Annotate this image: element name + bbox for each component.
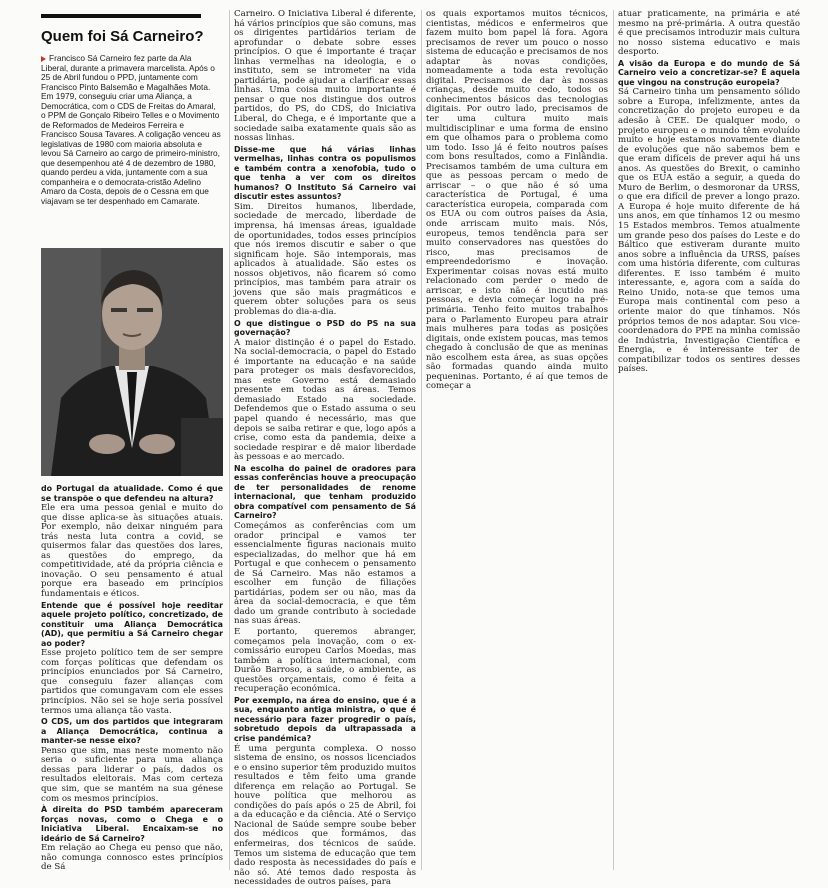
column-divider [421, 10, 422, 870]
article-column-1 [41, 484, 223, 873]
answer-paragraph: Esse projeto político tem de ser sempre com forças políticas que defendam os princípios enunciados por Sá Carneiro, que conseguiu fazer alianças com partidos que comungavam com ele esses princípios. Não sei se hoje seria possível termos uma aliança tão vasta. [41, 648, 223, 716]
answer-paragraph: É uma pergunta complexa. O nosso sistema de ensino, os nossos licenciados e o ensino superior têm produzido muitos resultados e têm feito uma grande diferença em relação ao Portugal. Se houve política que melhorou as condições do país após o 25 de Abril, foi a da educação e da ciência. Até o Serviço Nacional de Saúde sempre soube beber dos médicos que formámos, das enfermeiras, dos técnicos de saúde. Temos um sistema de educação que tem dado resposta às necessidades do país e não só. Até temos dado resposta às necessidades de outros países, para [234, 743, 416, 888]
portrait-illustration [41, 248, 223, 476]
box-text: Francisco Sá Carneiro fez parte da Ala Liberal, durante a primavera marcelista. Após o 25 de Abril fundou o PPD, juntamente com Francisco Pinto Balsemão e Magalhães Mota. Em 1979, conseguiu criar uma Aliança, a Democrática, com o CDS de Freitas do Amaral, o PPM de Gonçalo Ribeiro Telles e o Movimento de Reformados de Medeiros Ferreira e Francisco Sousa Tavares. A coligação venceu as legislativas de 1980 com maioria absoluta e levou Sá Carneiro ao cargo de primeiro-ministro, que desempenhou até 4 de dezembro de 1980, quando perdeu a vida, juntamente com a sua companheira e o democrata-cristão Adelino Amaro da Costa, depois de o Cessna em que viajavam se ter despenhado em Camarate. [41, 53, 221, 206]
question-paragraph: Por exemplo, na área do ensino, que é a sua, enquanto antiga ministra, o que é necessário para fazer progredir o país, sobretudo depois da ultrapassada a crise pandémica? [234, 695, 416, 744]
triangle-bullet-icon [41, 56, 46, 62]
answer-paragraph: A maior distinção é o papel do Estado. Na social-democracia, o papel do Estado é importante na educação e na saúde para proteger os mais desfavorecidos, mas este Governo está demasiado presente em todas as áreas. Temos demasiado Estado na sociedade. Defendemos que o Estado assuma o seu papel quando é necessário, mas que depois se saiba retirar e que, logo após a crise, como esta da pandemia, deixe a sociedade respirar e dê maior liberdade às pessoas e ao mercado. [234, 337, 416, 463]
article-column-2 [234, 9, 416, 888]
article-column-3 [426, 10, 608, 390]
answer-paragraph: Em relação ao Chega eu penso que não, não comunga connosco estes princípios de Sá [41, 843, 223, 873]
article-column-4 [618, 10, 800, 390]
answer-paragraph: Começámos as conferências com um orador principal e vamos ter essencialmente figuras nacionais muito especializadas, do melhor que há em Portugal e que conhecem o pensamento de Sá Carneiro. Mas não estamos a escolher em função de filiações partidárias, podem ser ou não, mas da área da social-democracia, e que têm dado um grande contributo à sociedade nas suas áreas. [234, 520, 416, 627]
question-paragraph: A visão da Europa e do mundo de Sá Carneiro veio a concretizar-se? É aquela que vingou na construção europeia? [618, 58, 800, 87]
box-text-paragraph [41, 54, 221, 206]
column-divider [613, 10, 614, 870]
question-paragraph: O que distingue o PSD do PS na sua governação? [234, 318, 416, 338]
answer-paragraph: Sá Carneiro tinha um pensamento sólido sobre a Europa, infelizmente, antes da concretização do projeto europeu e da adesão à CEE. De qualquer modo, o projeto europeu e o mundo têm evoluído muito e hoje estamos novamente diante de evoluções que não sabemos bem e que eram difíceis de prever aqui há uns anos. As questões do Brexit, o caminho que os EUA estão a seguir, a queda do Muro de Berlim, o desmoronar da URSS, o que era difícil de prever a longo prazo. A Europa é hoje muito diferente de há uns anos, em que tínhamos 12 ou mesmo 15 Estados membros. Temos atualmente um grande peso dos países do Leste e do Báltico que estiveram durante muito anos sobre a influência da URSS, países com uma história diferente, com culturas diferentes. E isso também é muito interessante, e, agora com a saída do Reino Unido, nota-se que temos uma Europa mais continental com peso a oriente maior do que tínhamos. Nós próprios temos de nos adaptar. Sou vice-coordenadora do PPE na minha comissão de Indústria, Investigação Científica e Energia, e é interessante ter de compatibilizar todos os sentires desses países. [618, 87, 800, 375]
question-paragraph: do Portugal da atualidade. Como é que se transpõe o que defendeu na altura? [41, 484, 223, 503]
column-divider [229, 10, 230, 870]
answer-paragraph: Penso que sim, mas neste momento não seria o suficiente para uma aliança dessas para liderar o país, dados os resultados eleitorais. Mas com certeza que sim, que se mantém na sua génese com os mesmos princípios. [41, 745, 223, 804]
title-kicker-bar [41, 14, 201, 18]
answer-paragraph: atuar praticamente, na primária e até mesmo na pré-primária. A outra questão é que precisamos introduzir mais cultura no nosso sistema educativo e mais desporto. [618, 9, 800, 58]
answer-paragraph: Sim. Direitos humanos, liberdade, sociedade de mercado, liberdade de imprensa, há imensas áreas, igualdade de oportunidades, todos esses princípios que nós iremos discutir e saber o que significam hoje. São intemporais, mas aplicados à atualidade. São estes os nossos objetivos, não ficarem só como princípios, mas também para atrair os jovens que são mais pragmáticos e querem obter soluções para os seus problemas do dia-a-dia. [234, 201, 416, 317]
portrait-photo [41, 248, 223, 476]
question-paragraph: Entende que é possível hoje reeditar aquele projeto político, concretizado, de constituir uma Aliança Democrática (AD), que permitiu a Sá Carneiro chegar ao poder? [41, 600, 223, 648]
question-paragraph: O CDS, um dos partidos que integraram a Aliança Democrática, continua a manter-se nesse eixo? [41, 717, 223, 746]
question-paragraph: Na escolha do painel de oradores para essas conferências houve a preocupação de ter personalidades de renome internacional, que tenham produzido obra compatível com pensamento de Sá Carneiro? [234, 463, 416, 521]
answer-paragraph: Ele era uma pessoa genial e muito do que disse aplica-se às situações atuais. Por exemplo, não deixar ninguém para trás nesta luta contra a covid, se quisermos falar das questões dos lares, as questões do emprego, da competitividade, até da própria ciência e inovação. O seu pensamento é atual porque era baseado em princípios fundamentais e éticos. [41, 503, 223, 600]
sidebar-box [41, 54, 221, 207]
answer-paragraph: Carneiro. O Iniciativa Liberal é diferente, há vários princípios que são comuns, mas os dirigentes partidários teriam de aprofundar o debate sobre esses princípios. O que é importante é traçar linhas vermelhas na ideologia, e o instituto, sem se intrometer na vida partidária, pode ajudar a clarificar essas linhas. Uma coisa muito importante é pensar o que nos distingue dos outros partidos, do PS, do CDS, do Iniciativa Liberal, do Chega, e é importante que a sociedade saiba exatamente quais são as nossas linhas. [234, 9, 416, 144]
question-paragraph: À direita do PSD também apareceram forças novas, como o Chega e o Iniciativa Liberal. Encaixam-se no ideário de Sá Carneiro? [41, 805, 223, 843]
answer-paragraph: os quais exportamos muitos técnicos, cientistas, médicos e enfermeiros que fazem muito bom papel lá fora. Agora precisamos de rever um pouco o nosso sistema de educação e precisamos de nos adaptar às novas condições, nomeadamente a toda esta revolução digital. Precisamos de dar às nossas crianças, desde muito cedo, todos os conhecimentos básicos das tecnologias digitais. Por outro lado, precisamos de ter uma cultura muito mais multidisciplinar e uma forma de ensino em que olhamos para o problema como um todo. Isso já é feito noutros países com bons resultados, como a Finlândia. Precisamos também de uma cultura em que as pessoas percam o medo de arriscar – o que não é só uma característica de Portugal, é uma característica europeia, comparada com os EUA ou com outros países da Ásia, onde arriscam muito mais. Nós, europeus, temos tendência para ser muito conservadores nas questões do risco, mas precisamos de empreendedorismo e inovação. Experimentar coisas novas está muito relacionado com perder o medo de arriscar, e isto não é incutido nas pessoas, e devia começar logo na pré-primária. Tenho feito muitos trabalhos para o Parlamento Europeu para atrair mais mulheres para todas as posições digitais, onde existem poucas, mas temos chegado à conclusão de que as meninas não escolhem esta área, as suas opções são formadas quando ainda muito pequeninas. Portanto, é aí que temos de começar a [426, 9, 608, 392]
box-title: Quem foi Sá Carneiro? [41, 28, 204, 45]
answer-paragraph: E portanto, queremos abranger, começamos pela inovação, com o ex-comissário europeu Carlos Moedas, mas também a política internacional, com Durão Barroso, a saúde, o ambiente, as questões orçamentais, como é feita a recuperação económica. [234, 627, 416, 695]
question-paragraph: Disse-me que há várias linhas vermelhas, linhas contra os populismos e também contra a xenofobia, tudo o que tenha a ver com os direitos humanos? O Instituto Sá Carneiro vai discutir estes assuntos? [234, 144, 416, 202]
